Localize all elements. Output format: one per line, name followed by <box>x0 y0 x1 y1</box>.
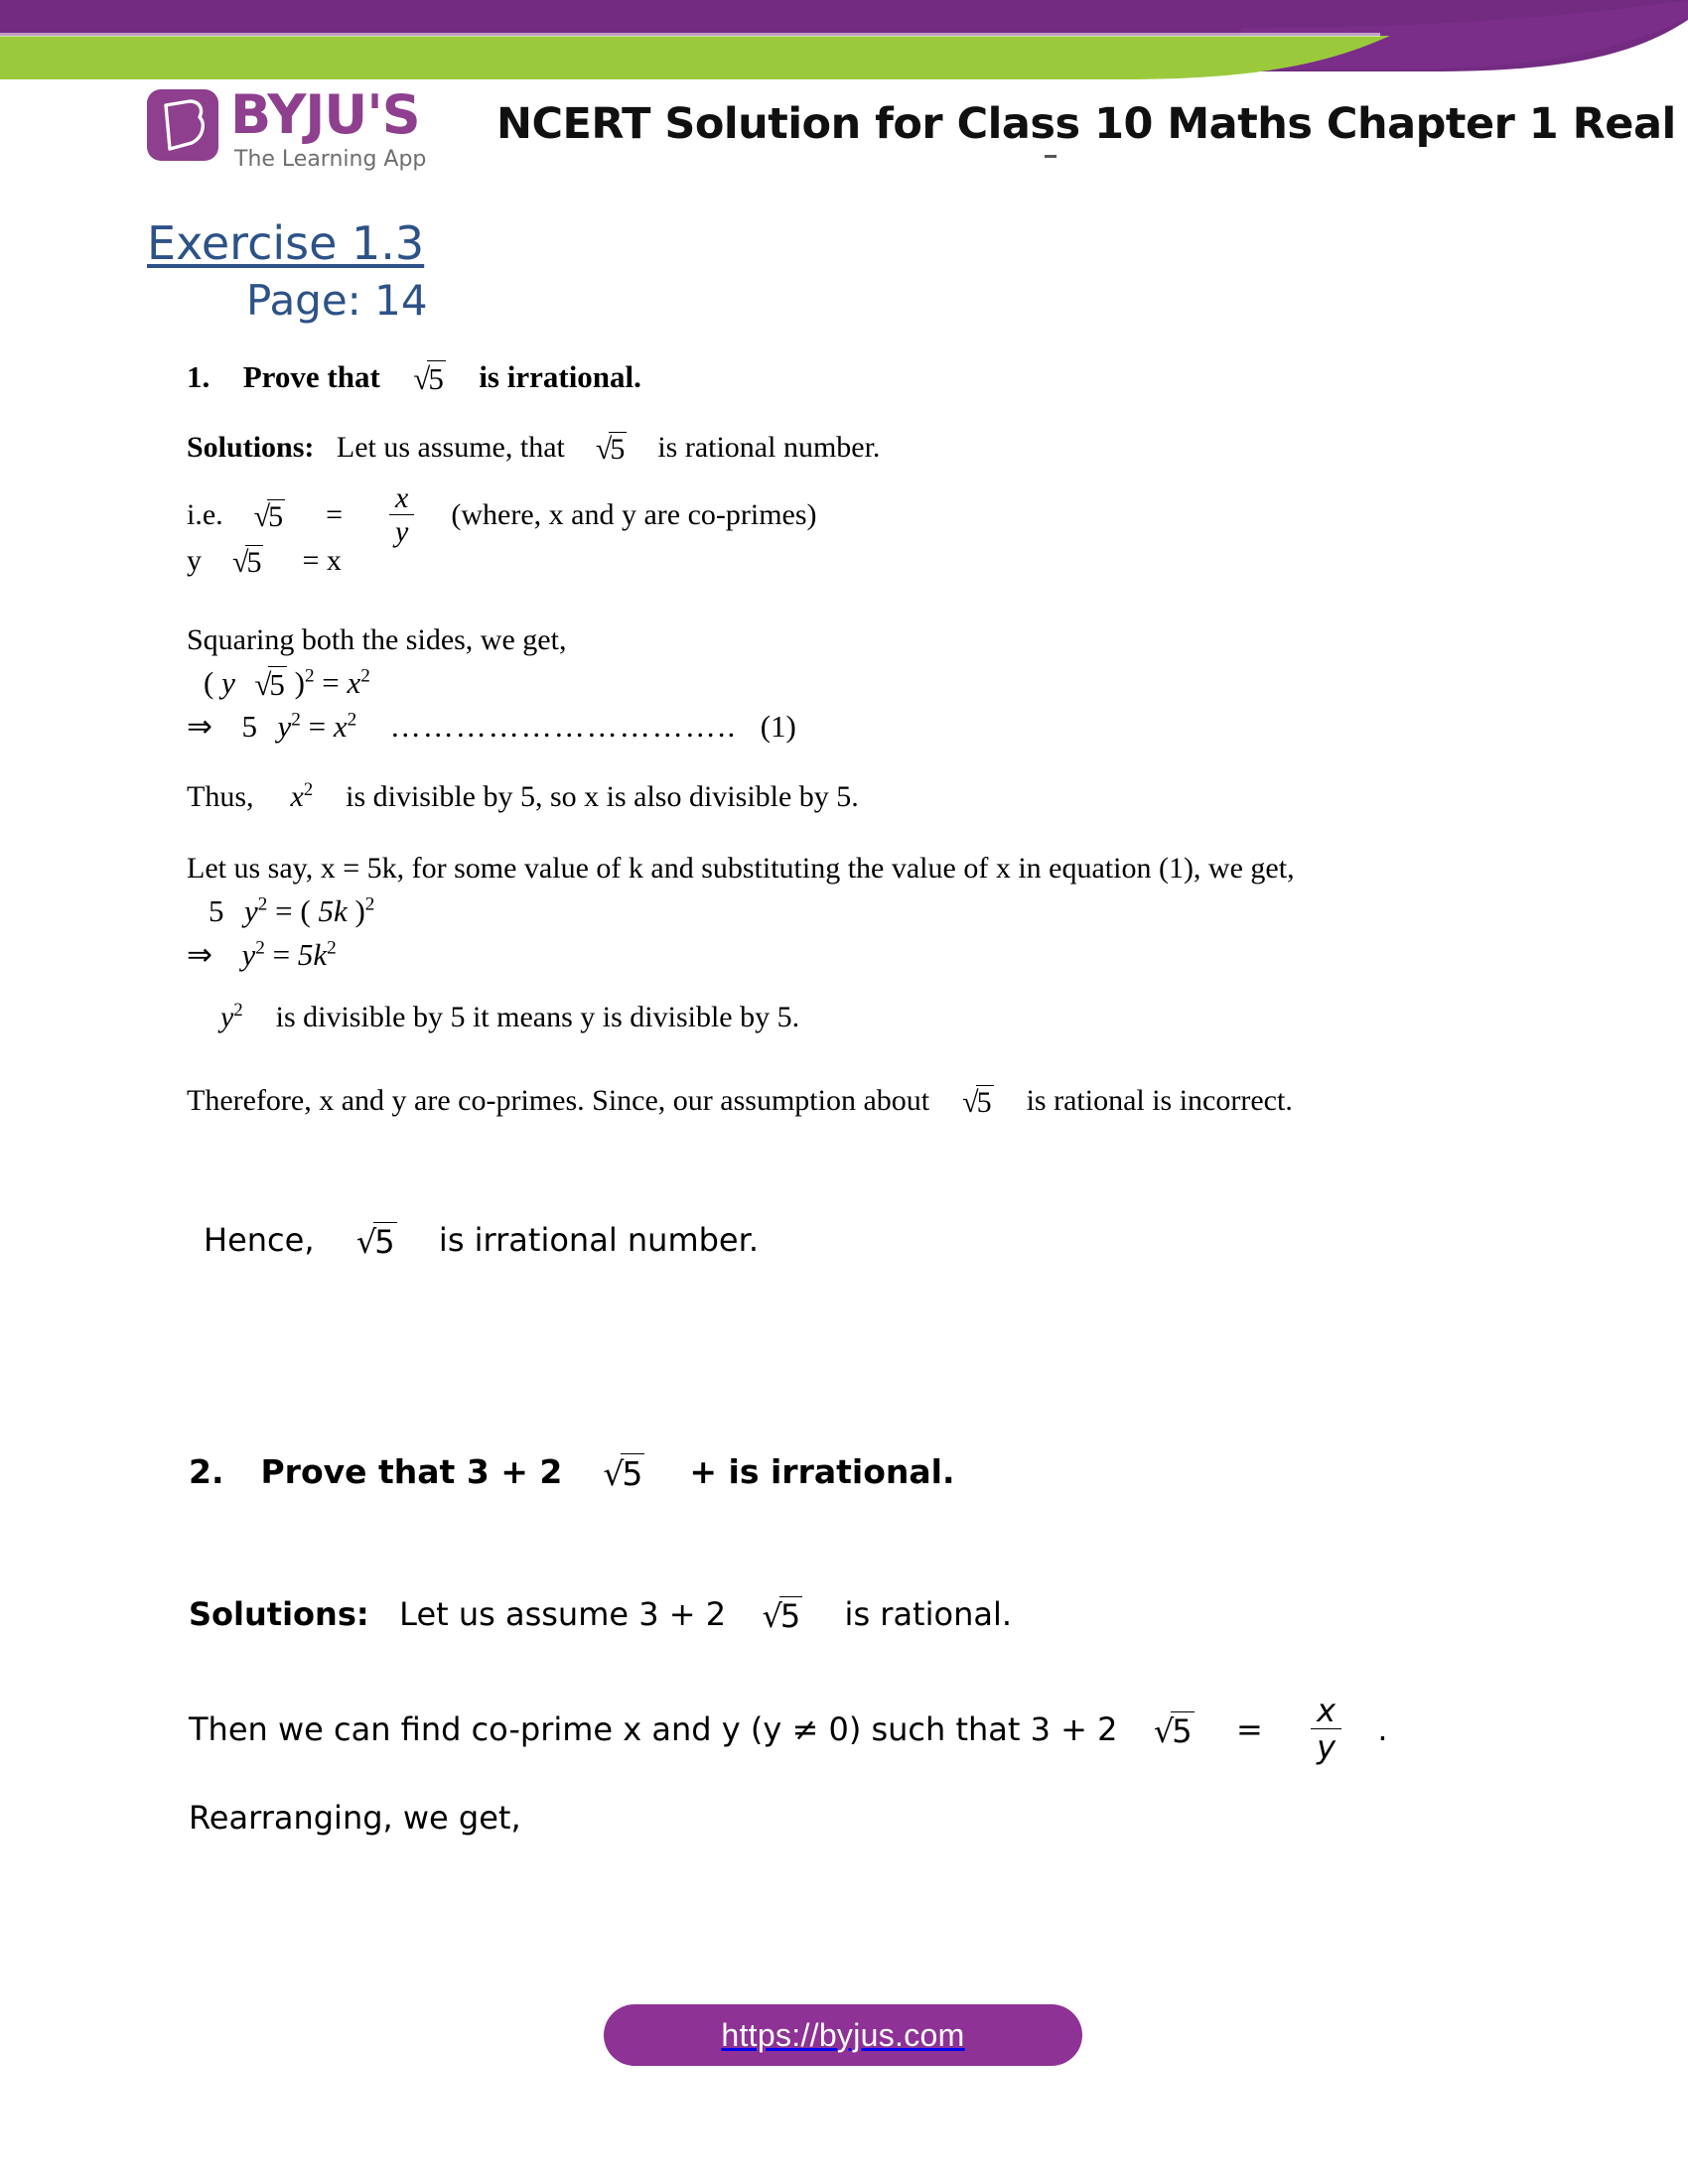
eq1-x: x <box>333 709 348 744</box>
sqrt-5-radical: √5 <box>595 433 626 466</box>
question-1-text-post: is irrational. <box>479 359 641 394</box>
q1-ie-equals: = <box>326 498 344 531</box>
eq1-coefficient: 5 <box>241 709 257 744</box>
byjus-url-label: https://byjus.com <box>721 2016 965 2053</box>
exponent-2: 2 <box>347 709 357 731</box>
question-2-text-post: + is irrational. <box>689 1452 955 1491</box>
q2-solutions-text-post: is rational. <box>844 1595 1013 1633</box>
q1-hence-post: is irrational number. <box>438 1221 759 1259</box>
eq1-y: y <box>277 709 292 744</box>
eq3-y: y <box>241 937 256 972</box>
byjus-logo-tagline: The Learning App <box>234 147 427 172</box>
equation-number-tag: (1) <box>760 709 796 744</box>
q1-coprime-note: (where, x and y are co-primes) <box>451 498 817 531</box>
q1-hence-line <box>204 1221 759 1261</box>
q1-therefore-pre: Therefore, x and y are co-primes. Since, our assumption about <box>187 1084 930 1117</box>
q1-solutions-label: Solutions: <box>187 431 315 464</box>
eq-x: x <box>347 665 361 700</box>
q1-y-symbol: y <box>187 544 202 577</box>
question-1-number: 1. <box>187 359 211 394</box>
sqrt-5-radical: √5 <box>1153 1712 1193 1750</box>
q2-rearranging-line: Rearranging, we get, <box>189 1799 521 1837</box>
eq-equals: = <box>322 665 340 700</box>
eq2-equals: = <box>275 893 293 928</box>
sqrt-5-radical: √5 <box>253 500 284 533</box>
page-title: NCERT Solution for Class 10 Maths Chapter 1 Real <box>496 99 1676 149</box>
paren-close: ) <box>294 665 305 700</box>
exponent-2: 2 <box>303 779 314 800</box>
question-1-text-pre: Prove that <box>242 359 380 394</box>
q1-solutions-text-post: is rational number. <box>657 431 881 464</box>
q1-ie-label: i.e. <box>187 498 223 531</box>
q2-equals: = <box>1235 1710 1263 1748</box>
q2-solutions-line <box>189 1595 1012 1635</box>
q1-thus-post: is divisible by 5, so x is also divisible by 5. <box>346 780 859 813</box>
eq3-equals: = <box>272 937 291 972</box>
q2-coprime-pre: Then we can find co-prime x and y (y ≠ 0) such that 3 + 2 <box>189 1710 1118 1748</box>
paren-open: ( <box>204 665 214 700</box>
paren-open: ( <box>300 893 311 928</box>
byjus-url-button[interactable] <box>604 2004 1082 2066</box>
fraction-denominator: y <box>389 514 414 550</box>
question-2-text-pre: Prove that 3 + 2 <box>260 1452 563 1491</box>
fraction-x-over-y <box>1311 1692 1341 1766</box>
q1-equation-2 <box>209 893 374 929</box>
q1-equals-x: = x <box>302 544 342 577</box>
exponent-2: 2 <box>233 1000 243 1021</box>
sqrt-5-radical: √5 <box>762 1597 801 1635</box>
q1-hence-pre: Hence, <box>204 1221 315 1259</box>
byjus-logo-wordmark: BYJU'S <box>230 83 420 146</box>
paren-close: ) <box>354 893 365 928</box>
q1-solutions-line <box>187 431 880 467</box>
equation-leader-dots: ………………………….. <box>389 709 738 744</box>
exponent-2: 2 <box>327 937 337 959</box>
exponent-2: 2 <box>257 893 268 915</box>
question-2-prompt <box>189 1452 954 1493</box>
sqrt-5-radical: √5 <box>413 361 444 396</box>
q1-squaring-text: Squaring both the sides, we get, <box>187 623 567 656</box>
q1-equation-3 <box>187 937 337 973</box>
q1-letussay-line: Let us say, x = 5k, for some value of k and substituting the value of x in equation (1), we get, <box>187 852 1295 885</box>
q2-solutions-text-pre: Let us assume 3 + 2 <box>399 1595 727 1633</box>
q1-ie-line <box>187 482 817 549</box>
q1-equation-squared <box>204 665 370 703</box>
sqrt-5-radical: √5 <box>962 1086 992 1119</box>
eq2-5k: 5k <box>318 893 348 928</box>
eq-y: y <box>221 665 235 700</box>
sqrt-5-radical: √5 <box>355 1223 395 1261</box>
sqrt-5-radical: √5 <box>603 1454 643 1493</box>
eq2-y: y <box>244 893 258 928</box>
q1-equation-1 <box>187 709 796 745</box>
fraction-x-over-y <box>389 482 414 549</box>
fraction-numerator: x <box>1317 1692 1336 1729</box>
q2-coprime-line <box>189 1692 1388 1766</box>
exponent-2: 2 <box>304 665 315 687</box>
exponent-2: 2 <box>255 937 265 959</box>
fraction-denominator: y <box>1311 1728 1341 1766</box>
exponent-2: 2 <box>364 893 375 915</box>
question-1-prompt <box>187 359 641 397</box>
exponent-2: 2 <box>291 709 301 731</box>
q1-solutions-text-pre: Let us assume, that <box>336 431 565 464</box>
question-2-number: 2. <box>189 1452 224 1491</box>
ydiv-y: y <box>220 1001 234 1033</box>
q1-ydiv-text: is divisible by 5 it means y is divisible by 5. <box>275 1001 800 1033</box>
q2-solutions-label: Solutions: <box>189 1595 369 1633</box>
q1-thus-pre: Thus, <box>187 780 254 813</box>
q1-therefore-line <box>187 1084 1293 1120</box>
q1-y-sqrt-line <box>187 544 342 580</box>
thus-x: x <box>290 780 304 813</box>
eq3-5k: 5k <box>297 937 328 972</box>
q1-therefore-post: is rational is incorrect. <box>1026 1084 1293 1117</box>
implies-arrow-icon: ⇒ <box>187 937 212 972</box>
fraction-numerator: x <box>395 481 409 514</box>
eq2-coefficient: 5 <box>209 893 224 928</box>
sqrt-5-radical: √5 <box>254 667 285 702</box>
sqrt-5-radical: √5 <box>232 546 262 579</box>
exponent-2: 2 <box>360 665 370 687</box>
q1-thus-line <box>187 780 859 814</box>
eq1-equals: = <box>308 709 327 744</box>
implies-arrow-icon: ⇒ <box>187 709 212 744</box>
q2-period: . <box>1377 1710 1388 1748</box>
exercise-heading: Exercise 1.3 <box>147 216 425 270</box>
q1-ydiv-line <box>220 1001 799 1034</box>
page-number-heading: Page: 14 <box>246 276 428 325</box>
